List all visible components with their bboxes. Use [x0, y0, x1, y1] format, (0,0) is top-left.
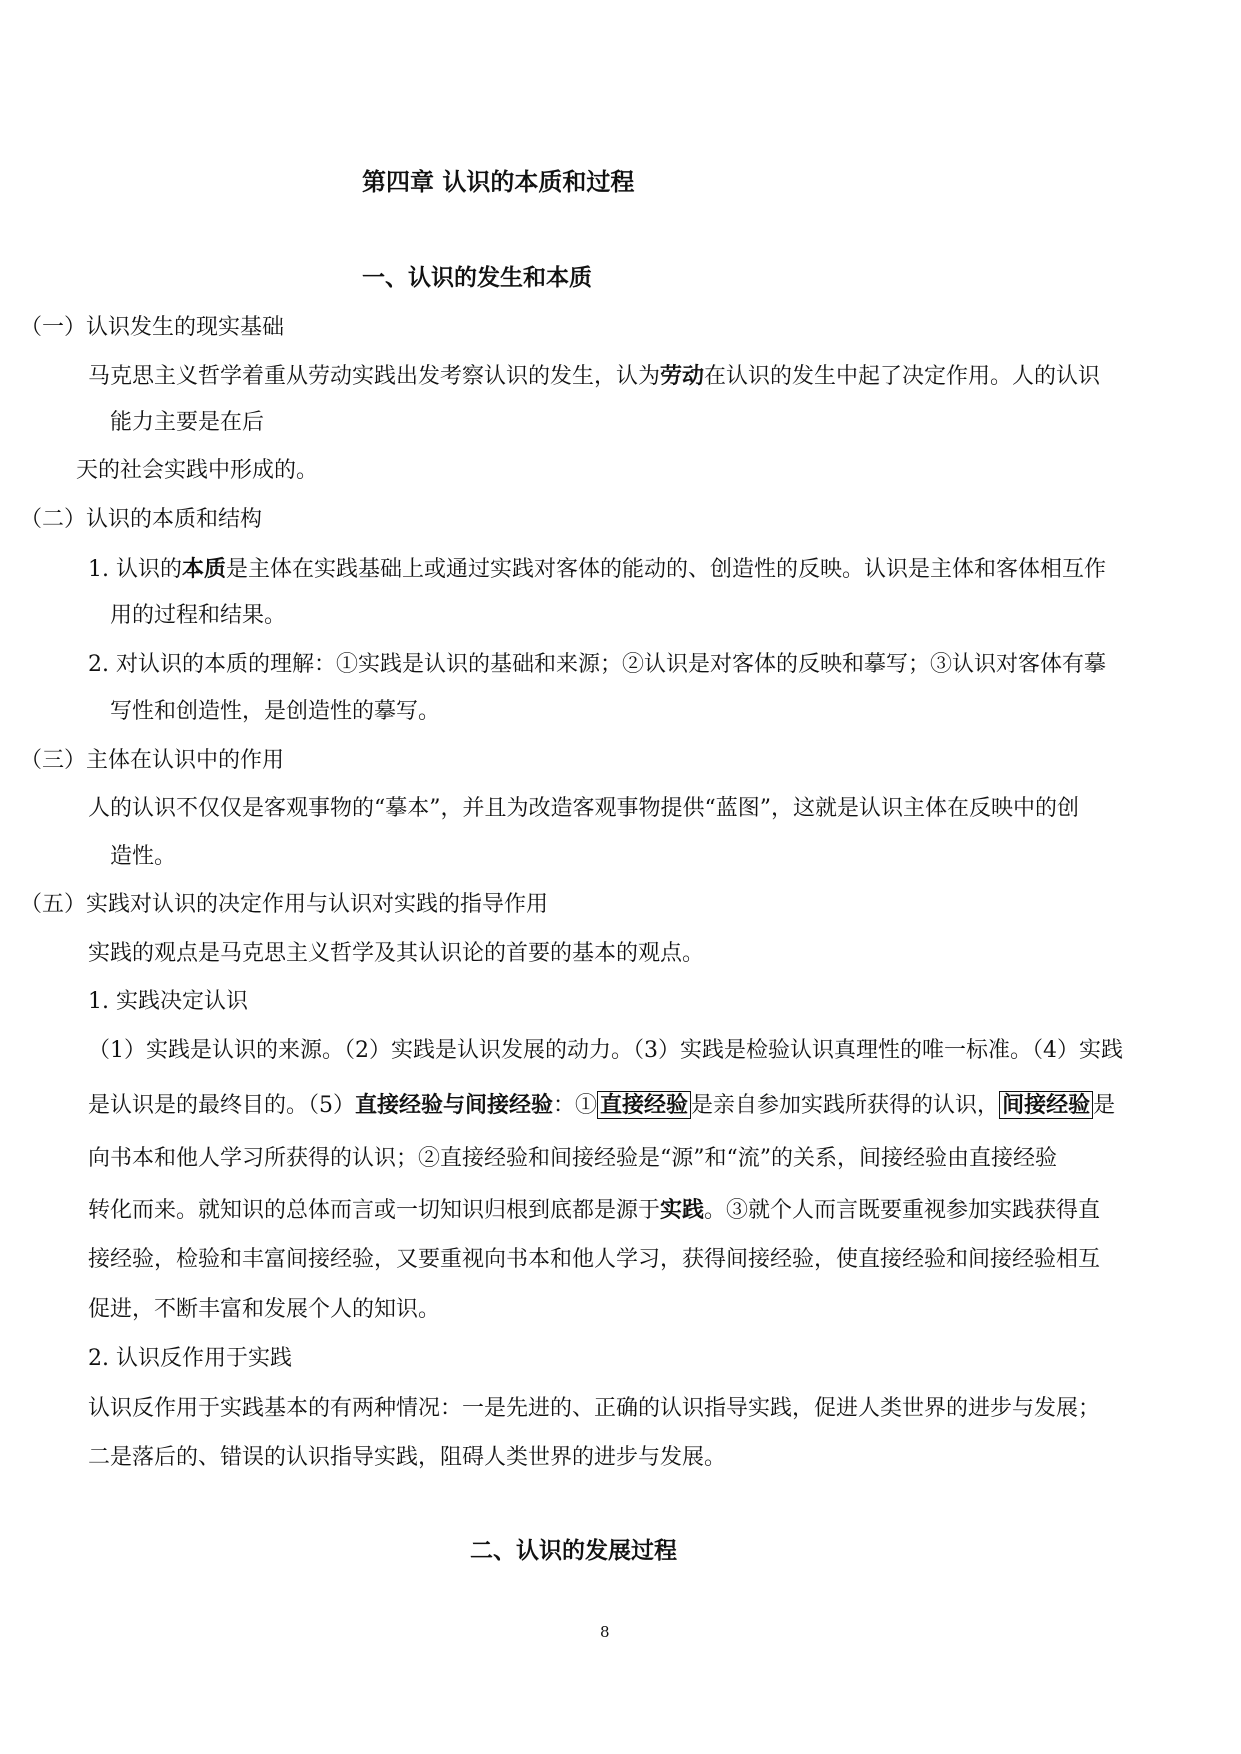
text-span: 转化而来。就知识的总体而言或一切知识归根到底都是源于 [88, 1198, 661, 1223]
paragraph-line [88, 361, 1100, 392]
subsection-2-heading: （二）认识的本质和结构 [20, 507, 263, 532]
text-span: 1. 认识的 [88, 557, 182, 582]
bold-term: 直接经验与间接经验 [355, 1092, 554, 1118]
page-number: 8 [600, 1623, 610, 1641]
bold-term: 实践 [660, 1197, 705, 1223]
paragraph-line: 认识反作用于实践基本的有两种情况：一是先进的、正确的认识指导实践，促进人类世界的进步与发展； [88, 1396, 1101, 1421]
list-item [88, 554, 1106, 585]
list-item-heading: 1. 实践决定认识 [88, 989, 248, 1014]
paragraph-line [88, 1090, 1115, 1121]
paragraph-line: （1）实践是认识的来源。（2）实践是认识发展的动力。（3）实践是检验认识真理性的唯一标准。（4）实践 [88, 1038, 1123, 1063]
section-2-title: 二、认识的发展过程 [470, 1537, 677, 1564]
paragraph-line: 天的社会实践中形成的。 [76, 458, 319, 483]
subsection-1-heading: （一）认识发生的现实基础 [20, 315, 285, 340]
paragraph-line: 接经验，检验和丰富间接经验，又要重视向书本和他人学习，获得间接经验，使直接经验和间接经验相互 [88, 1247, 1101, 1272]
text-span: 是 [1093, 1093, 1116, 1118]
boxed-term: 间接经验 [999, 1091, 1093, 1119]
list-item-heading: 2. 认识反作用于实践 [88, 1346, 292, 1371]
bold-term: 劳动 [660, 363, 705, 389]
paragraph-line: 二是落后的、错误的认识指导实践，阻碍人类世界的进步与发展。 [88, 1445, 727, 1470]
text-span: ：① [553, 1093, 598, 1118]
paragraph-line: 写性和创造性，是创造性的摹写。 [110, 699, 441, 724]
text-span: 是主体在实践基础上或通过实践对客体的能动的、创造性的反映。认识是主体和客体相互作 [226, 557, 1107, 582]
section-1-title: 一、认识的发生和本质 [362, 264, 592, 291]
subsection-5-heading: （五）实践对认识的决定作用与认识对实践的指导作用 [20, 892, 549, 917]
text-span: 马克思主义哲学着重从劳动实践出发考察认识的发生，认为 [88, 364, 661, 389]
boxed-term: 直接经验 [597, 1091, 691, 1119]
text-span: 是亲自参加实践所获得的认识， [691, 1093, 1000, 1118]
paragraph-line: 造性。 [110, 844, 177, 869]
paragraph-line: 向书本和他人学习所获得的认识；②直接经验和间接经验是“源”和“流”的关系，间接经验由直接经验 [88, 1146, 1057, 1171]
bold-term: 本质 [181, 556, 226, 582]
paragraph-line: 能力主要是在后 [110, 410, 265, 435]
paragraph-line: 用的过程和结果。 [110, 603, 287, 628]
chapter-title: 第四章 认识的本质和过程 [362, 167, 635, 196]
paragraph-line: 促进，不断丰富和发展个人的知识。 [88, 1297, 441, 1322]
paragraph-line: 人的认识不仅仅是客观事物的“摹本”，并且为改造客观事物提供“蓝图”，这就是认识主体在反映中的创 [88, 796, 1079, 821]
subsection-3-heading: （三）主体在认识中的作用 [20, 748, 285, 773]
text-span: 是认识是的最终目的。（5） [88, 1093, 355, 1118]
paragraph-line: 实践的观点是马克思主义哲学及其认识论的首要的基本的观点。 [88, 941, 705, 966]
text-span: 。③就个人而言既要重视参加实践获得直 [704, 1198, 1101, 1223]
paragraph-line [88, 1195, 1100, 1226]
list-item: 2. 对认识的本质的理解：①实践是认识的基础和来源；②认识是对客体的反映和摹写；③认识对客体有摹 [88, 652, 1106, 677]
text-span: 在认识的发生中起了决定作用。人的认识 [704, 364, 1101, 389]
